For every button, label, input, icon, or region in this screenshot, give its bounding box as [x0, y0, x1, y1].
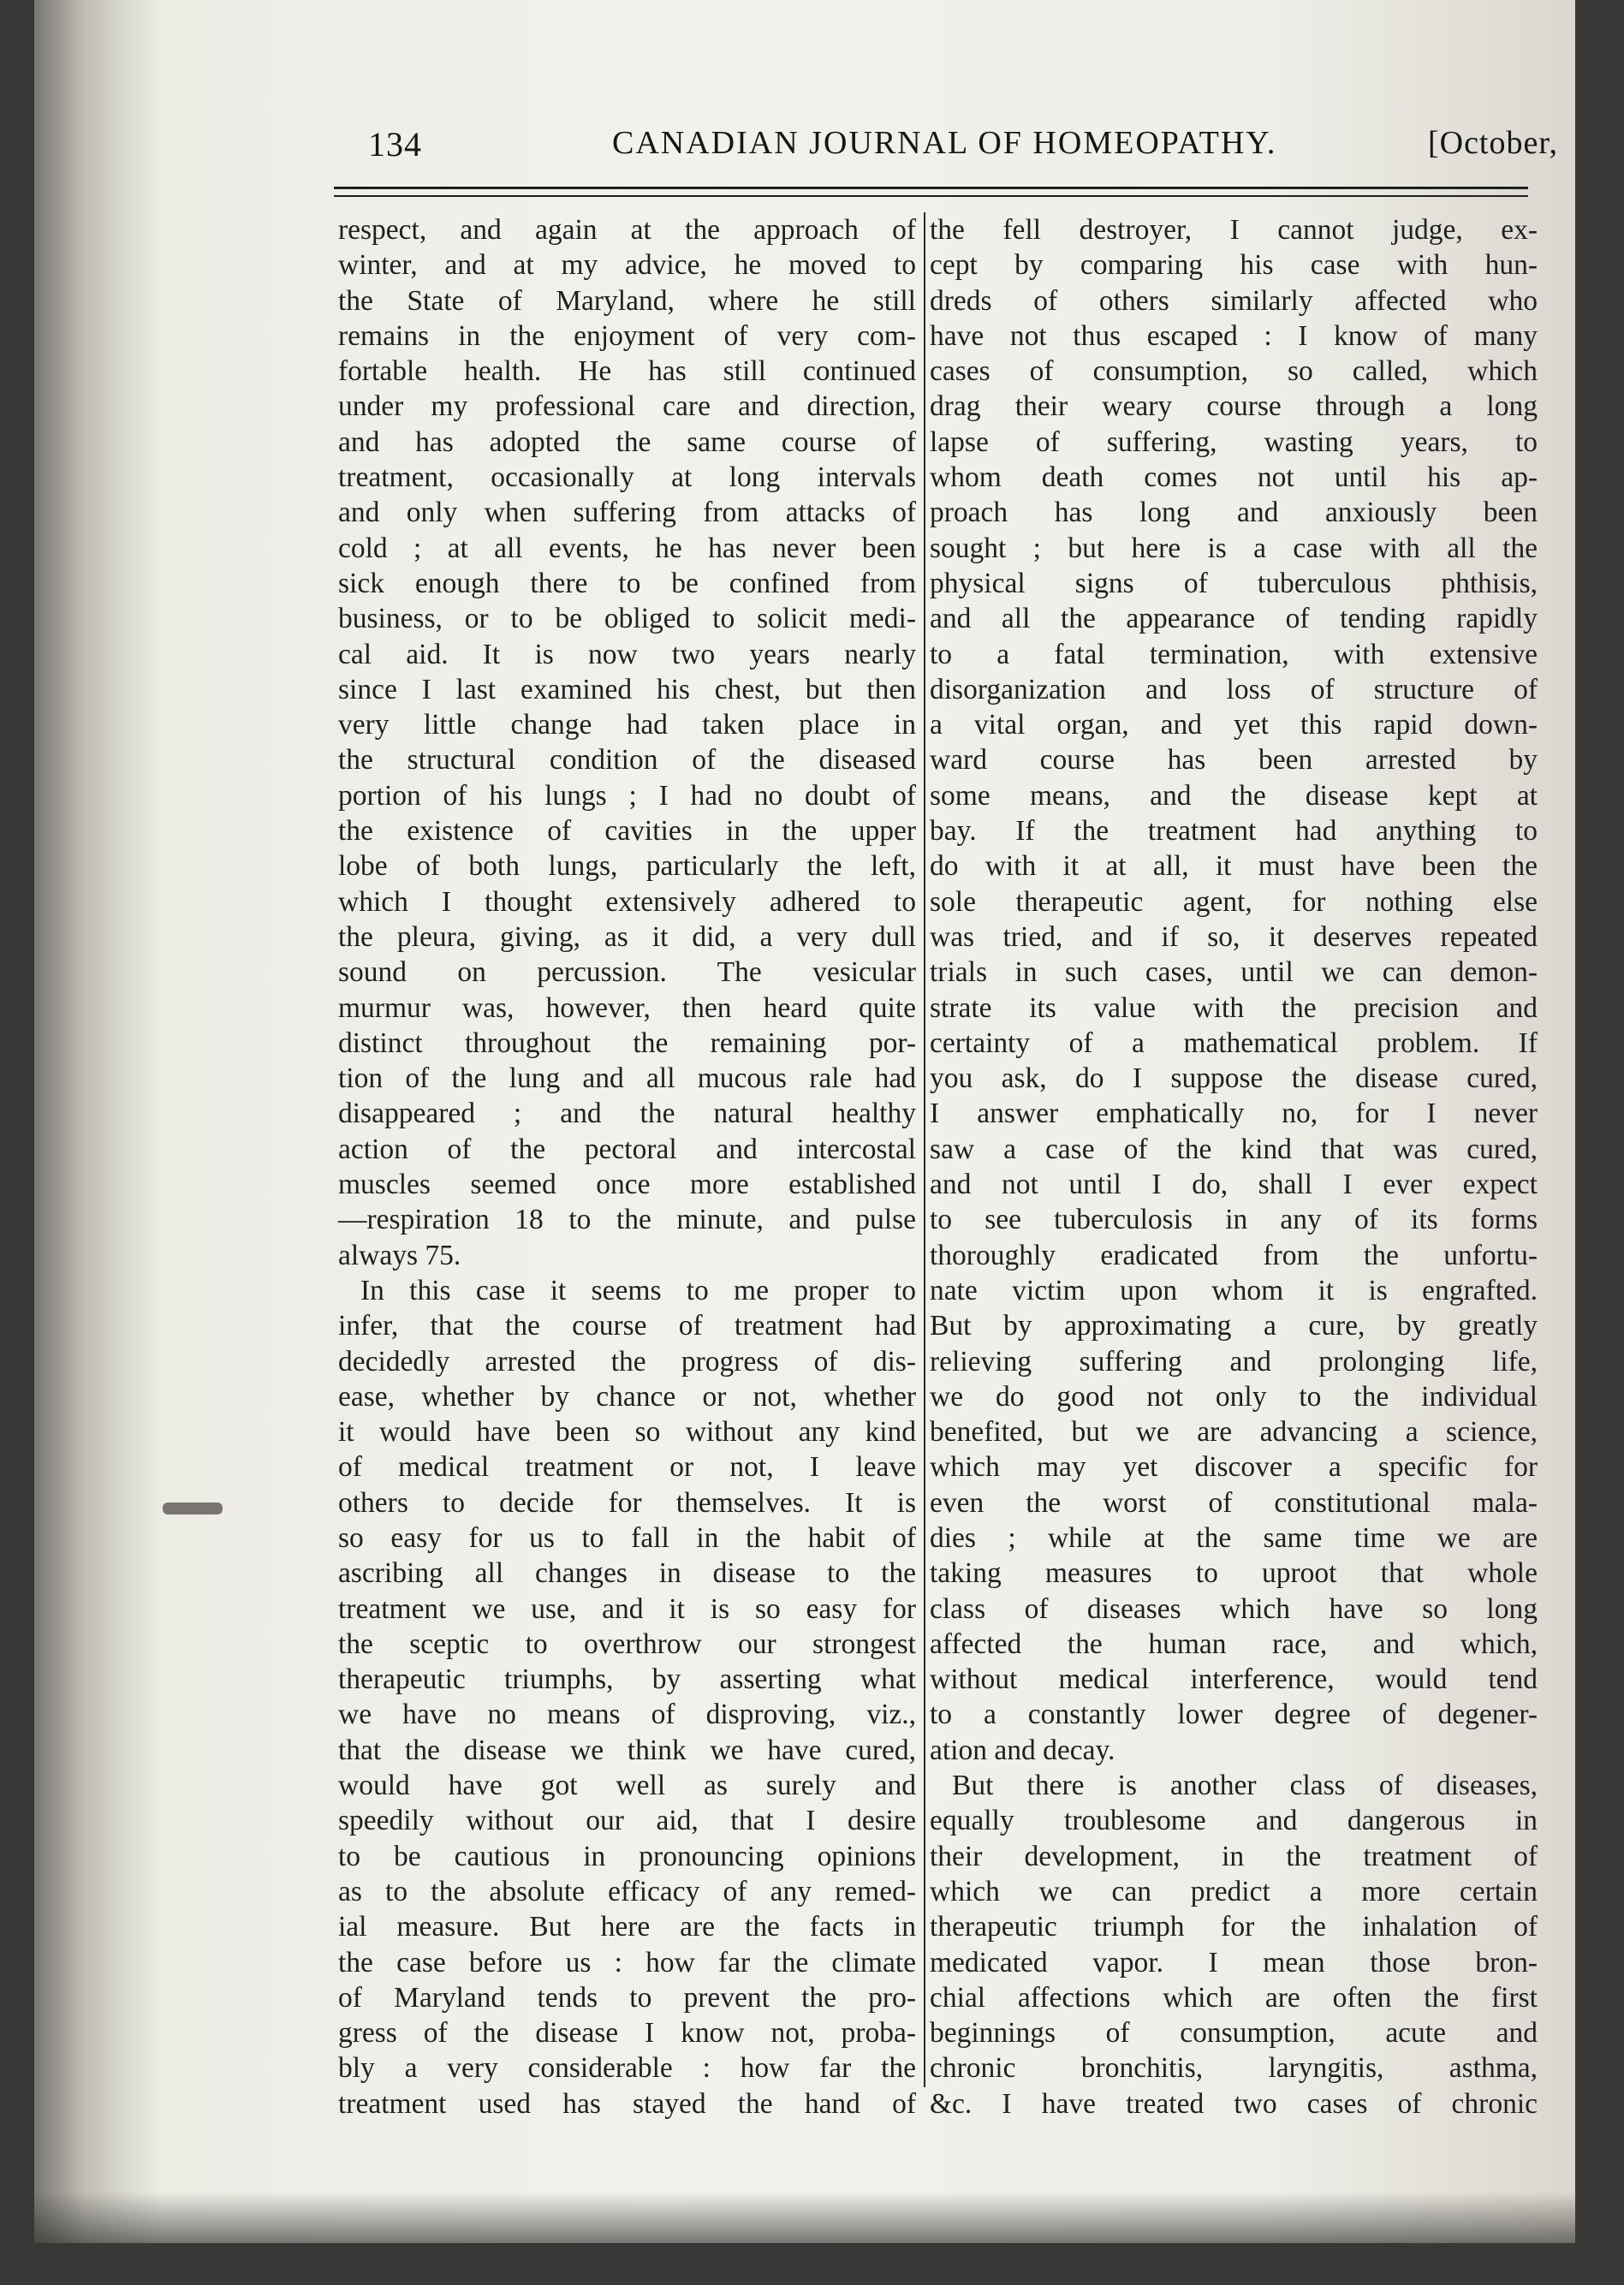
text-line: But there is another class of diseases,	[952, 1770, 1538, 1802]
text-line: to a fatal termination, with extensive	[930, 638, 1538, 670]
text-line: have not thus escaped : I know of many	[930, 319, 1538, 352]
text-line: sound on percussion. The vesicular	[338, 956, 916, 989]
text-line: ease, whether by chance or not, whether	[338, 1380, 916, 1413]
text-line: whom death comes not until his ap-	[930, 461, 1538, 494]
text-line: the structural condition of the diseased	[338, 744, 916, 777]
text-line: physical signs of tuberculous phthisis,	[930, 567, 1538, 599]
left-column	[338, 212, 929, 2121]
text-line: gress of the disease I know not, proba-	[338, 2017, 916, 2050]
text-line: distinct throughout the remaining por-	[338, 1026, 916, 1059]
text-line: portion of his lungs ; I had no doubt of	[338, 779, 916, 812]
text-line: bay. If the treatment had anything to	[930, 815, 1538, 848]
text-line: under my professional care and direction,	[338, 390, 916, 423]
text-line: benefited, but we are advancing a science,	[930, 1416, 1538, 1449]
text-line: the State of Maryland, where he still	[338, 284, 916, 317]
text-line: treatment we use, and it is so easy for	[338, 1592, 916, 1625]
text-line: sick enough there to be confined from	[338, 567, 916, 599]
text-line: a vital organ, and yet this rapid down-	[930, 709, 1538, 741]
text-line: and only when suffering from attacks of	[338, 497, 916, 529]
text-line: speedily without our aid, that I desire	[338, 1805, 916, 1837]
header-rule-thin	[334, 195, 1528, 197]
text-line: the fell destroyer, I cannot judge, ex-	[930, 214, 1538, 246]
text-line: dreds of others similarly affected who	[930, 284, 1538, 317]
binding-gutter-shadow	[34, 0, 163, 2243]
text-line: very little change had taken place in	[338, 709, 916, 741]
text-line: of medical treatment or not, I leave	[338, 1451, 916, 1484]
text-line: ation and decay.	[930, 1734, 1115, 1766]
text-line: cold ; at all events, he has never been	[338, 532, 916, 564]
text-line: the case before us : how far the climate	[338, 1946, 916, 1979]
text-line: trials in such cases, until we can demon-	[930, 956, 1538, 989]
text-line: proach has long and anxiously been	[930, 497, 1538, 529]
text-line: you ask, do I suppose the disease cured,	[930, 1062, 1538, 1095]
text-line: the pleura, giving, as it did, a very dull	[338, 920, 916, 953]
text-line: ward course has been arrested by	[930, 744, 1538, 777]
text-line: some means, and the disease kept at	[930, 779, 1538, 812]
text-line: so easy for us to fall in the habit of	[338, 1521, 916, 1554]
text-line: dies ; while at the same time we are	[930, 1521, 1538, 1554]
journal-title: CANADIAN JOURNAL OF HOMEOPATHY.	[612, 125, 1277, 161]
text-line: the sceptic to overthrow our strongest	[338, 1627, 916, 1660]
text-line: cal aid. It is now two years nearly	[338, 638, 916, 670]
text-line: ial measure. But here are the facts in	[338, 1911, 916, 1943]
text-line: infer, that the course of treatment had	[338, 1310, 916, 1342]
right-column	[914, 212, 1538, 2121]
page-number: 134	[368, 125, 422, 164]
text-line: beginnings of consumption, acute and	[930, 2017, 1538, 2050]
text-line: and has adopted the same course of	[338, 425, 916, 458]
text-line: nate victim upon whom it is engrafted.	[930, 1274, 1538, 1306]
text-line: we do good not only to the individual	[930, 1380, 1538, 1413]
text-line: affected the human race, and which,	[930, 1627, 1538, 1660]
text-line: action of the pectoral and intercostal	[338, 1133, 916, 1165]
text-line: muscles seemed once more established	[338, 1169, 916, 1201]
text-line: sole therapeutic agent, for nothing else	[930, 885, 1538, 918]
text-line: disorganization and loss of structure of	[930, 673, 1538, 705]
text-line: remains in the enjoyment of very com-	[338, 319, 916, 352]
text-line: treatment used has stayed the hand of	[338, 2087, 916, 2120]
text-line: would have got well as surely and	[338, 1770, 916, 1802]
text-line: it would have been so without any kind	[338, 1416, 916, 1449]
text-line: But by approximating a cure, by greatly	[930, 1310, 1538, 1342]
text-line: the existence of cavities in the upper	[338, 815, 916, 848]
text-line: we have no means of disproving, viz.,	[338, 1699, 916, 1731]
text-line: chronic bronchitis, laryngitis, asthma,	[930, 2052, 1538, 2085]
text-line: sought ; but here is a case with all the	[930, 532, 1538, 564]
text-line: relieving suffering and prolonging life,	[930, 1345, 1538, 1378]
text-line: therapeutic triumph for the inhalation of	[930, 1911, 1538, 1943]
text-line: tion of the lung and all mucous rale had	[338, 1062, 916, 1095]
text-line: chial affections which are often the first	[930, 1981, 1538, 2014]
text-line: &c. I have treated two cases of chronic	[930, 2087, 1538, 2120]
text-line: medicated vapor. I mean those bron-	[930, 1946, 1538, 1979]
text-line: to be cautious in pronouncing opinions	[338, 1840, 916, 1872]
text-line: that the disease we think we have cured,	[338, 1734, 916, 1766]
text-line: respect, and again at the approach of	[338, 214, 916, 246]
text-line: equally troublesome and dangerous in	[930, 1805, 1538, 1837]
text-line: was tried, and if so, it deserves repeated	[930, 920, 1538, 953]
text-line: of Maryland tends to prevent the pro-	[338, 1981, 916, 2014]
text-line: and all the appearance of tending rapidly	[930, 603, 1538, 635]
text-line: business, or to be obliged to solicit medi-	[338, 603, 916, 635]
text-line: murmur was, however, then heard quite	[338, 991, 916, 1024]
text-line: lobe of both lungs, particularly the left,	[338, 850, 916, 883]
text-line: cases of consumption, so called, which	[930, 355, 1538, 388]
text-line: others to decide for themselves. It is	[338, 1486, 916, 1519]
text-line: decidedly arrested the progress of dis-	[338, 1345, 916, 1378]
text-line: strate its value with the precision and	[930, 991, 1538, 1024]
text-line: their development, in the treatment of	[930, 1840, 1538, 1872]
text-line: as to the absolute efficacy of any remed-	[338, 1875, 916, 1907]
issue-month: [October,	[1427, 125, 1558, 161]
text-line: fortable health. He has still continued	[338, 355, 916, 388]
text-line: and not until I do, shall I ever expect	[930, 1169, 1538, 1201]
text-line: lapse of suffering, wasting years, to	[930, 425, 1538, 458]
running-header	[368, 124, 1558, 167]
text-line: which we can predict a more certain	[930, 1875, 1538, 1907]
header-rule-thick	[334, 187, 1528, 189]
text-line: which I thought extensively adhered to	[338, 885, 916, 918]
text-line: taking measures to uproot that whole	[930, 1557, 1538, 1590]
text-line: to see tuberculosis in any of its forms	[930, 1204, 1538, 1236]
text-line: which may yet discover a specific for	[930, 1451, 1538, 1484]
text-line: disappeared ; and the natural healthy	[338, 1098, 916, 1130]
page-smudge-mark	[163, 1503, 223, 1514]
text-line: to a constantly lower degree of degener-	[930, 1699, 1538, 1731]
text-line: always 75.	[338, 1239, 461, 1271]
text-line: winter, and at my advice, he moved to	[338, 249, 916, 282]
text-line: treatment, occasionally at long intervals	[338, 461, 916, 494]
text-line: do with it at all, it must have been the	[930, 850, 1538, 883]
text-line: I answer emphatically no, for I never	[930, 1098, 1538, 1130]
text-line: certainty of a mathematical problem. If	[930, 1026, 1538, 1059]
text-line: therapeutic triumphs, by asserting what	[338, 1663, 916, 1696]
text-line: since I last examined his chest, but then	[338, 673, 916, 705]
text-line: class of diseases which have so long	[930, 1592, 1538, 1625]
text-line: ascribing all changes in disease to the	[338, 1557, 916, 1590]
text-line: even the worst of constitutional mala-	[930, 1486, 1538, 1519]
text-line: cept by comparing his case with hun-	[930, 249, 1538, 282]
text-line: —respiration 18 to the minute, and pulse	[338, 1204, 916, 1236]
text-line: saw a case of the kind that was cured,	[930, 1133, 1538, 1165]
text-line: without medical interference, would tend	[930, 1663, 1538, 1696]
text-line: In this case it seems to me proper to	[360, 1274, 916, 1306]
text-line: drag their weary course through a long	[930, 390, 1538, 423]
text-line: bly a very considerable : how far the	[338, 2052, 916, 2085]
text-line: thoroughly eradicated from the unfortu-	[930, 1239, 1538, 1271]
